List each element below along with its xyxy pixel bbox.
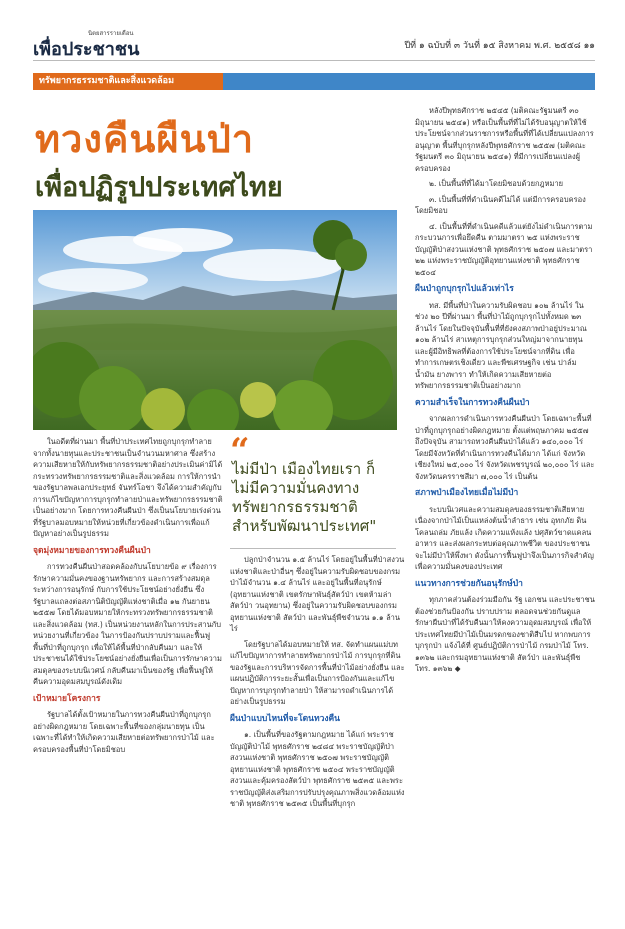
col3-paragraph-3: จากผลการดำเนินการทวงคืนผืนป่า โดยเฉพาะพื้นที่ป่าที่ถูกบุกรุกอย่างผิดกฎหมาย ตั้งแต่พฤษภาคม ๒๕๕๗ ถึงปัจจุบัน สามารถทวงคืนผืนป่าได้แล้ว ๑๔๐,๐๐๐ ไร่ โดยมีจังหวัดที่ดำเนินการทวงคืนได้มาก ได้แก่ จังหวัดเชียงใหม่ ๒๕,๐๐๐ ไร่ จังหวัดเพชรบูรณ์ ๒๐,๐๐๐ ไร่ และจังหวัดนครราชสีมา ๗,๐๐๐ ไร่ เป็นต้น xyxy=(415,414,595,481)
section-label: ทรัพยากรธรรมชาติและสิ่งแวดล้อม xyxy=(33,73,223,90)
target-paragraph: รัฐบาลได้ตั้งเป้าหมายในการทวงคืนผืนป่าที่ถูกบุกรุกอย่างผิดกฎหมาย โดยเฉพาะพื้นที่ของกลุ่มนายทุน เป็นเฉพาะที่ได้ทำให้เกิดความเสียหายต่อทรัพยากรป่าไม้ และครอบครองพื้นที่ป่าโดยมิชอบ xyxy=(33,710,215,754)
article-column-1 xyxy=(33,436,223,759)
subheading-how-much: ผืนป่าถูกบุกรุกไปแล้วเท่าไร xyxy=(415,284,514,294)
section-bar xyxy=(33,73,595,90)
subheading-no-forest: สภาพป่าเมืองไทยเมื่อไม่มีป่า xyxy=(415,488,519,498)
subheading-which-forest: ผืนป่าแบบไหนที่จะโดนทวงคืน xyxy=(230,713,340,724)
col2-paragraph-3: ๑. เป็นพื้นที่ของรัฐตามกฎหมาย ได้แก่ พระราชบัญญัติป่าไม้ พุทธศักราช ๒๔๘๔ พระราชบัญญัติป่าสงวนแห่งชาติ พุทธศักราช ๒๕๐๗ พระราชบัญญัติอุทยานแห่งชาติ พุทธศักราช ๒๕๐๔ พระราชบัญญัติสงวนและคุ้มครองสัตว์ป่า พุทธศักราช ๒๕๓๕ และพระราชบัญญัติส่งเสริมการปรับปรุงคุณภาพสิ่งแวดล้อมแห่งชาติ พุทธศักราช ๒๕๓๕ เป็นพื้นที่บุกรุก xyxy=(230,730,405,808)
col2-paragraph-2: โดยรัฐบาลได้มอบหมายให้ ทส. จัดทำแผนแม่บทแก้ไขปัญหาการทำลายทรัพยากรป่าไม้ การบุกรุกที่ดินของรัฐและการบริหารจัดการพื้นที่ป่าไม้อย่างยั่งยืน และแผนปฏิบัติการระยะสั้นเพื่อเป็นการป้องกันและแก้ไขปัญหาการบุกรุกทำลายป่า ให้สามารถดำเนินการได้อย่างเป็นรูปธรรม xyxy=(230,639,405,706)
intro-paragraph: ในอดีตที่ผ่านมา พื้นที่ป่าประเทศไทยถูกบุกรุกทำลายจากทั้งนายทุนและประชาชนเป็นจำนวนมหาศาล ซึ่งสร้างความเสียหายให้กับทรัพยากรธรรมชาติอย่างประเมินค่ามิได้ กระทรวงทรัพยากรธรรมชาติและสิ่งแวดล้อม การให้การนำของรัฐบาลพลเอกประยุทธ์ จันทร์โอชา จึงได้ความสำคัญกับการแก้ไขปัญหาการบุกรุกทำลายป่าและทรัพยากรธรรมชาติเป็นอย่างมาก โดยการทวงคืนผืนป่า ซึ่งเป็นนโยบายเร่งด่วนที่รัฐบาลมอบหมายให้หน่วยที่เกี่ยวข้องดำเนินการเพื่อแก้ปัญหาอย่างเป็นรูปธรรม xyxy=(33,437,223,538)
headline-sub: เพื่อปฏิรูปประเทศไทย xyxy=(35,172,283,203)
masthead-title: เพื่อประชาชน xyxy=(33,39,140,60)
subheading-target: เป้าหมายโครงการ xyxy=(33,693,101,704)
subheading-success: ความสำเร็จในการทวงคืนผืนป่า xyxy=(415,397,530,408)
col3-paragraph-5: ทุกภาคส่วนต้องร่วมมือกัน รัฐ เอกชน และประชาชนต้องช่วยกันป้องกัน ปราบปราม ตลอดจนช่วยกันดูแลรักษาผืนป่าที่ได้รับคืนมาให้คงความอุดมสมบูรณ์ เพื่อให้ประเทศไทยมีป่าไม้เป็นมรดกของชาติสืบไป หากพบการบุกรุกป่า แจ้งได้ที่ ศูนย์ปฏิบัติการป่าไม้ กรมป่าไม้ โทร. ๑๓๖๒ และกรมอุทยานแห่งชาติ สัตว์ป่า และพันธุ์พืช โทร. ๑๓๖๒ ◆ xyxy=(415,595,595,673)
quote-mark: “ xyxy=(230,431,250,471)
pull-quote: ไม่มีป่า เมืองไทยเรา ก็ไม่มีความมั่นคงทาง ทรัพยากรธรรมชาติ สำหรับพัฒนาประเทศ" xyxy=(232,460,377,535)
article-column-2 xyxy=(230,554,405,814)
criteria-item-4: ๔. เป็นพื้นที่ที่ดำเนินคดีแล้วแต่ยังไม่ดำเนินการตามกระบวนการเพื่อยึดคืน ตามมาตรา ๒๕ แห่งพระราชบัญญัติป่าสงวนแห่งชาติ พุทธศักราช ๒๕๐๗ และมาตรา ๒๒ แห่งพระราชบัญญัติอุทยานแห่งชาติ พุทธศักราช ๒๕๐๔ xyxy=(415,221,593,277)
forest-landscape-photo xyxy=(33,210,397,430)
col3-paragraph-2: ทส. มีพื้นที่ป่าในความรับผิดชอบ ๑๐๒ ล้านไร่ ในช่วง ๒๐ ปีที่ผ่านมา พื้นที่ป่าไม้ถูกบุกรุกไปทั้งหมด ๒๓ ล้านไร่ โดยในปัจจุบันพื้นที่ที่ยังคงสภาพป่าอยู่ประมาณ ๑๐๒ ล้านไร่ สาเหตุการบุกรุกส่วนใหญ่มาจากนายทุนและผู้มีอิทธิพลที่ต้องการใช้ประโยชน์จากที่ดิน เพื่อทำการเกษตรเชิงเดี่ยว และพืชเศรษฐกิจ เช่น ปาล์มน้ำมัน ยางพารา ทำให้เกิดความเสียหายต่อทรัพยากรธรรมชาติเป็นอย่างมาก xyxy=(415,300,587,390)
goal-paragraph: การทวงคืนผืนป่าสอดคล้องกับนโยบายข้อ ๙ เรื่องการรักษาความมั่นคงของฐานทรัพยากร และการสร้างสมดุลระหว่างการอนุรักษ์ กับการใช้ประโยชน์อย่างยั่งยืน ซึ่งรัฐบาลแถลงต่อสภานิติบัญญัติแห่งชาติเมื่อ ๑๒ กันยายน ๒๕๕๗ โดยได้มอบหมายให้กระทรวงทรัพยากรธรรมชาติและสิ่งแวดล้อม (ทส.) เป็นหน่วยงานหลักในการประสานกับหน่วยงานที่เกี่ยวข้อง ในการป้องกันปราบปรามและฟื้นฟูพื้นที่ป่าที่ถูกบุกรุก เพื่อให้ได้พื้นที่ป่ากลับคืนมา และให้ประชาชนได้ใช้ประโยชน์อย่างยั่งยืนเพื่อเป็นการรักษาความสมดุลของระบบนิเวศน์ กลับคืนมาเป็นของรัฐ เพื่อฟื้นฟูให้คืนความอุดมสมบูรณ์ดังเดิม xyxy=(33,562,222,686)
masthead xyxy=(33,28,595,60)
masthead-rule xyxy=(33,60,595,61)
issue-line: ปีที่ ๑ ฉบับที่ ๓ วันที่ ๑๕ สิงหาคม พ.ศ. ๒๕๕๘ ๑๑ xyxy=(404,41,595,51)
criteria-item-3: ๓. เป็นพื้นที่ที่ดำเนินคดีไม่ได้ แต่มีการครอบครองโดยมิชอบ xyxy=(415,194,586,215)
headline-main: ทวงคืนผืนป่า xyxy=(35,117,255,161)
article-column-3 xyxy=(415,105,595,679)
col3-paragraph-1: หลังปีพุทธศักราช ๒๕๔๕ (มติคณะรัฐมนตรี ๓๐ มิถุนายน ๒๕๔๑) หรือเป็นพื้นที่ที่ไม่ได้รับอนุญาตให้ใช้ประโยชน์จากส่วนราชการหรือพื้นที่ที่ได้เปลี่ยนแปลงการอนุญาต พื้นที่บุกรุกหลังปีพุทธศักราช ๒๕๕๗ (มติคณะรัฐมนตรี ๓๐ มิถุนายน ๒๕๔๑) ที่มีการเปลี่ยนแปลงผู้ครอบครอง xyxy=(415,106,594,173)
quote-rule xyxy=(230,548,396,549)
subheading-conserve: แนวทางการช่วยกันอนุรักษ์ป่า xyxy=(415,578,523,589)
forest-photo-illustration xyxy=(33,210,397,430)
col2-paragraph-1: ปลูกป่าจำนวน ๑.๕ ล้านไร่ โดยอยู่ในพื้นที่ป่าสงวนแห่งชาติและป่าอื่นๆ ซึ่งอยู่ในความรับผิดชอบของกรมป่าไม้จำนวน ๑.๔ ล้านไร่ และอยู่ในพื้นที่อนุรักษ์ (อุทยานแห่งชาติ เขตรักษาพันธุ์สัตว์ป่า เขตห้ามล่าสัตว์ป่า วนอุทยาน) ซึ่งอยู่ในความรับผิดชอบของกรมอุทยานแห่งชาติ สัตว์ป่า และพันธุ์พืชจำนวน ๑.๑ ล้านไร่ xyxy=(230,555,405,633)
criteria-item-2: ๒. เป็นพื้นที่ที่ได้มาโดยมิชอบด้วยกฎหมาย xyxy=(429,179,564,188)
subheading-goal: จุดมุ่งหมายของการทวงคืนผืนป่า xyxy=(33,545,151,556)
masthead-subtitle: นิตยสารรายเดือน xyxy=(88,30,134,37)
col3-paragraph-4: ระบบนิเวศและความสมดุลของธรรมชาติเสียหาย เนื่องจากป่าไม้เป็นแหล่งต้นน้ำลำธาร เช่น อุทกภัย ดินโคลนถล่ม ภัยแล้ง เกิดความแห้งแล้ง ปศุสัตว์ขาดแคลนอาหาร และส่งผลกระทบต่อคุณภาพชีวิต ของประชาชน จะไม่มีป่าให้พึ่งพา ดังนั้นการฟื้นฟูป่าจึงเป็นภารกิจสำคัญเพื่อความมั่นคงของประเทศ xyxy=(415,504,594,571)
